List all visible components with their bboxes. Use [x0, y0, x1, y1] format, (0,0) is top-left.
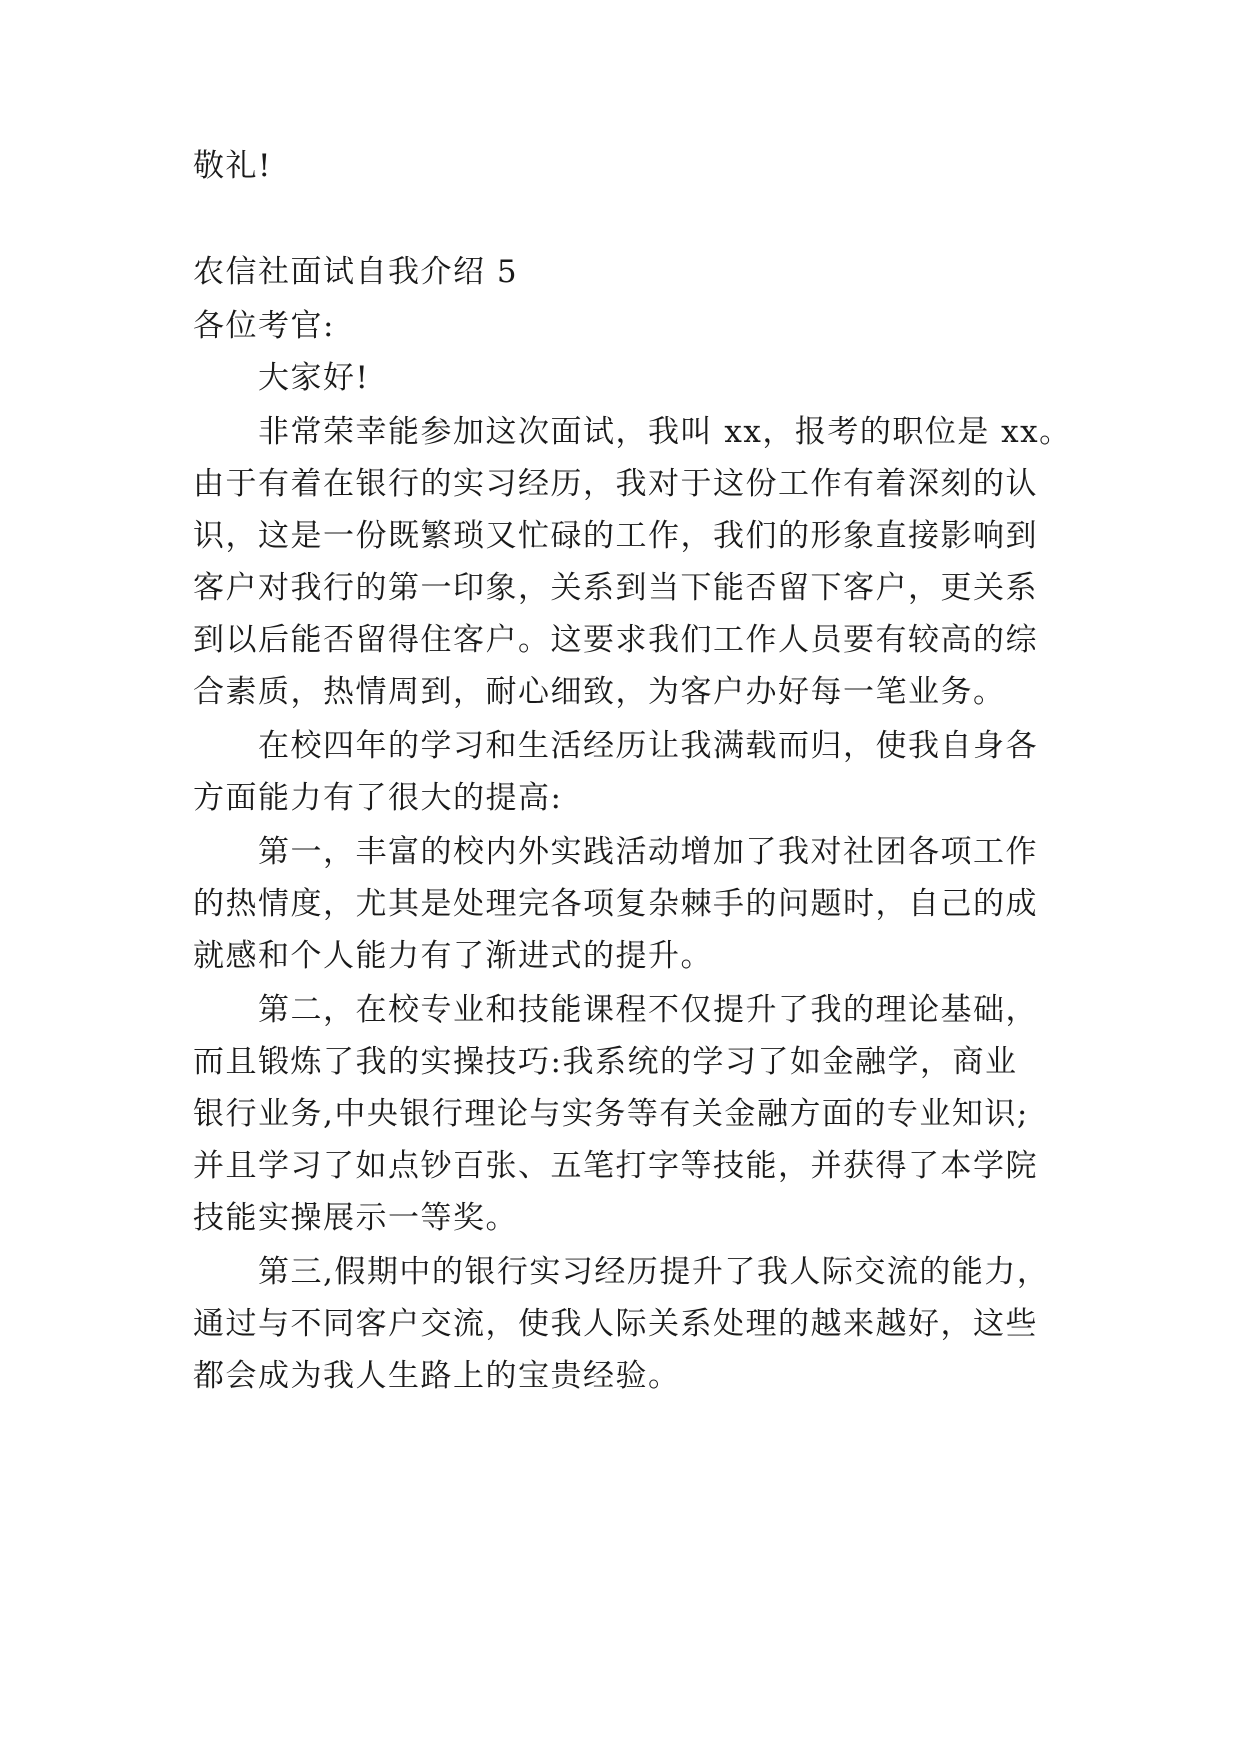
paragraph-line: 就感和个人能力有了渐进式的提升。 [193, 938, 713, 974]
paragraph-line: 的热情度，尤其是处理完各项复杂棘手的问题时，自己的成 [193, 886, 1038, 922]
section-title: 农信社面试自我介绍 5 [193, 254, 519, 290]
paragraph-line: 技能实操展示一等奖。 [193, 1200, 518, 1236]
paragraph-line: 第一，丰富的校内外实践活动增加了我对社团各项工作 [258, 834, 1038, 870]
salutation: 各位考官: [193, 308, 335, 344]
paragraph-line: 客户对我行的第一印象，关系到当下能否留下客户，更关系 [193, 570, 1038, 606]
paragraph-line: 并且学习了如点钞百张、五笔打字等技能，并获得了本学院 [193, 1148, 1038, 1184]
paragraph-line: 合素质，热情周到，耐心细致，为客户办好每一笔业务。 [193, 674, 1006, 710]
paragraph-line: 非常荣幸能参加这次面试，我叫 xx，报考的职位是 xx。 [258, 414, 1072, 450]
paragraph-line: 而且锻炼了我的实操技巧:我系统的学习了如金融学，商业 [193, 1044, 1018, 1080]
closing-text: 敬礼! [193, 148, 272, 184]
paragraph-line: 通过与不同客户交流，使我人际关系处理的越来越好，这些 [193, 1306, 1038, 1342]
paragraph-line: 第二，在校专业和技能课程不仅提升了我的理论基础， [258, 992, 1038, 1028]
paragraph-line: 第三,假期中的银行实习经历提升了我人际交流的能力， [258, 1254, 1050, 1290]
paragraph-line: 银行业务,中央银行理论与实务等有关金融方面的专业知识; [193, 1096, 1029, 1132]
paragraph-line: 识，这是一份既繁琐又忙碌的工作，我们的形象直接影响到 [193, 518, 1038, 554]
paragraph-line: 由于有着在银行的实习经历，我对于这份工作有着深刻的认 [193, 466, 1038, 502]
greeting: 大家好! [258, 360, 370, 396]
paragraph-line: 到以后能否留得住客户。这要求我们工作人员要有较高的综 [193, 622, 1038, 658]
paragraph-line: 方面能力有了很大的提高: [193, 780, 563, 816]
paragraph-line: 在校四年的学习和生活经历让我满载而归，使我自身各 [258, 728, 1038, 764]
paragraph-line: 都会成为我人生路上的宝贵经验。 [193, 1358, 681, 1394]
